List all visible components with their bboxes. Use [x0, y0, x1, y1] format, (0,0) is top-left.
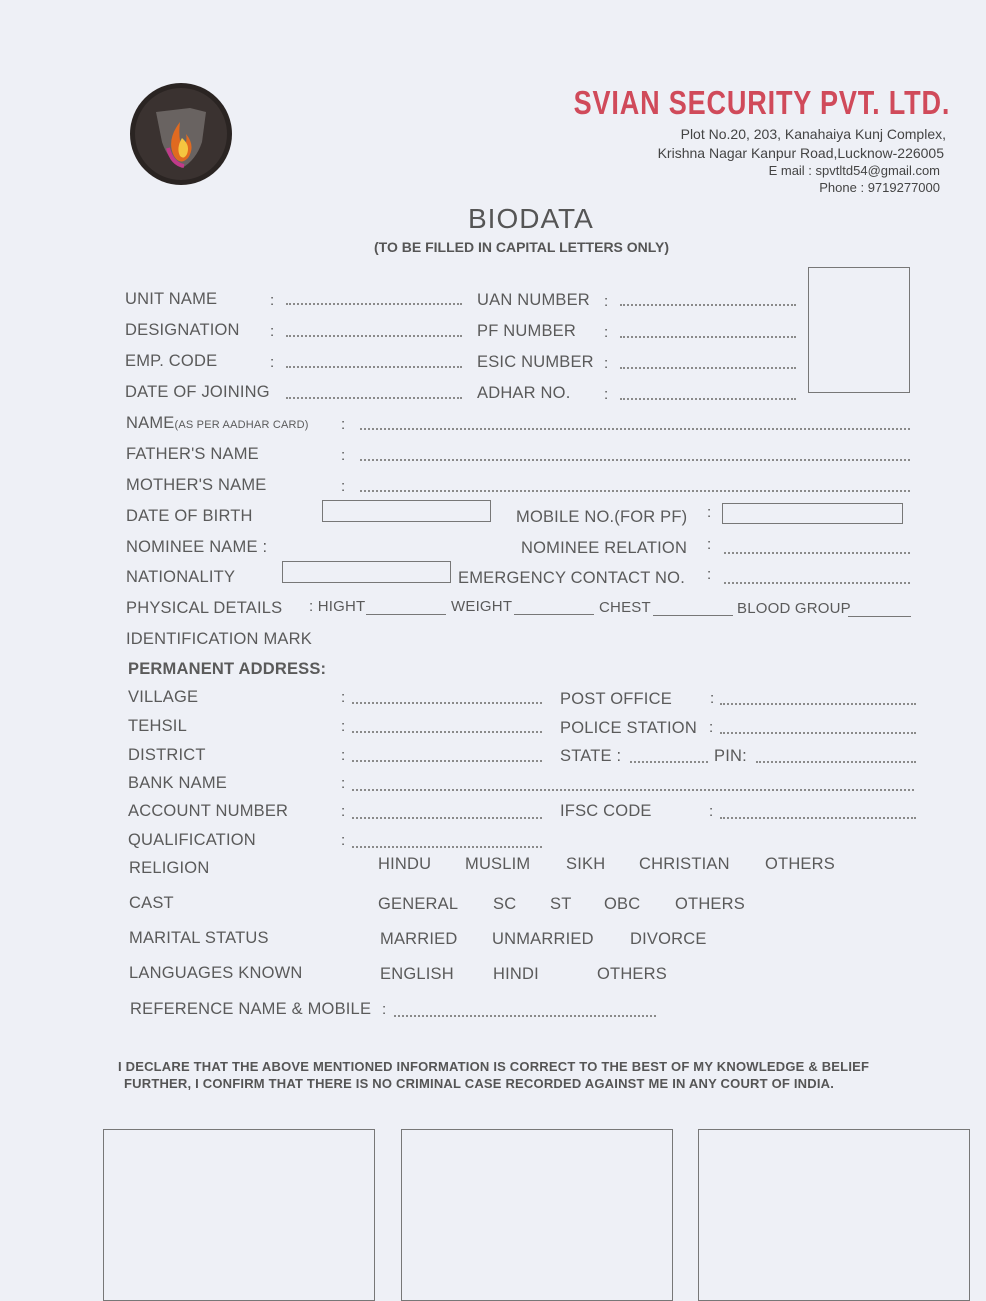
- blood-group-field[interactable]: [848, 616, 911, 617]
- village-label: VILLAGE: [128, 688, 199, 706]
- pf-number-field[interactable]: [620, 336, 796, 338]
- account-number-label: ACCOUNT NUMBER: [128, 802, 289, 820]
- language-option-hindi[interactable]: HINDI: [493, 965, 539, 983]
- post-office-field[interactable]: [720, 703, 916, 705]
- esic-number-field[interactable]: [620, 367, 796, 369]
- uan-number-field[interactable]: [620, 304, 796, 306]
- village-field[interactable]: [352, 702, 542, 704]
- colon: :: [707, 504, 712, 521]
- tehsil-label: TEHSIL: [128, 717, 187, 735]
- religion-label: RELIGION: [129, 859, 210, 877]
- qualification-field[interactable]: [352, 846, 542, 848]
- state-field[interactable]: [630, 761, 708, 763]
- declaration-line-1: I DECLARE THAT THE ABOVE MENTIONED INFORMATION IS CORRECT TO THE BEST OF MY KNOWLEDGE & BELIEF: [118, 1059, 870, 1074]
- emergency-contact-label: EMERGENCY CONTACT NO.: [458, 569, 685, 587]
- marital-option-married[interactable]: MARRIED: [380, 930, 458, 948]
- religion-option-others[interactable]: OTHERS: [765, 855, 835, 873]
- nominee-relation-label: NOMINEE RELATION: [521, 539, 688, 557]
- mobile-no-label: MOBILE NO.(FOR PF): [516, 508, 688, 526]
- cast-option-general[interactable]: GENERAL: [378, 895, 459, 913]
- religion-option-sikh[interactable]: SIKH: [566, 855, 606, 873]
- colon: :: [341, 416, 346, 433]
- colon: :: [604, 386, 609, 403]
- address-line-2: Krishna Nagar Kanpur Road,Lucknow-226005: [657, 145, 944, 161]
- nationality-label: NATIONALITY: [126, 568, 236, 586]
- unit-name-field[interactable]: [286, 303, 462, 305]
- esic-number-label: ESIC NUMBER: [477, 353, 594, 371]
- colon: :: [341, 803, 346, 820]
- chest-label: CHEST: [599, 599, 651, 616]
- colon: :: [341, 478, 346, 495]
- unit-name-label: UNIT NAME: [125, 290, 218, 308]
- pf-number-label: PF NUMBER: [477, 322, 576, 340]
- colon: :: [707, 566, 712, 583]
- weight-field[interactable]: [514, 614, 594, 615]
- religion-option-christian[interactable]: CHRISTIAN: [639, 855, 730, 873]
- company-logo: [128, 82, 234, 186]
- marital-option-unmarried[interactable]: UNMARRIED: [492, 930, 594, 948]
- date-of-birth-label: DATE OF BIRTH: [126, 507, 253, 525]
- permanent-address-heading: PERMANENT ADDRESS:: [128, 660, 327, 678]
- religion-option-muslim[interactable]: MUSLIM: [465, 855, 531, 873]
- qualification-label: QUALIFICATION: [128, 831, 256, 849]
- colon: :: [382, 1001, 387, 1018]
- adhar-no-label: ADHAR NO.: [477, 384, 571, 402]
- declaration-line-2: FURTHER, I CONFIRM THAT THERE IS NO CRIMINAL CASE RECORDED AGAINST ME IN ANY COURT OF INDIA.: [124, 1076, 835, 1091]
- colon: :: [604, 355, 609, 372]
- adhar-no-field[interactable]: [620, 398, 796, 400]
- physical-details-label: PHYSICAL DETAILS: [126, 599, 283, 617]
- weight-label: WEIGHT: [451, 598, 513, 615]
- language-option-others[interactable]: OTHERS: [597, 965, 667, 983]
- cast-label: CAST: [129, 894, 174, 912]
- colon: :: [710, 690, 715, 707]
- email-text: E mail : spvtltd54@gmail.com: [768, 163, 940, 178]
- colon: :: [341, 775, 346, 792]
- nominee-relation-field[interactable]: [724, 552, 910, 554]
- bank-name-label: BANK NAME: [128, 774, 227, 792]
- language-option-english[interactable]: ENGLISH: [380, 965, 454, 983]
- marital-option-divorce[interactable]: DIVORCE: [630, 930, 707, 948]
- form-subtitle: (TO BE FILLED IN CAPITAL LETTERS ONLY): [374, 239, 670, 255]
- date-of-joining-label: DATE OF JOINING: [125, 383, 270, 401]
- mothers-name-field[interactable]: [360, 490, 910, 492]
- colon: :: [341, 718, 346, 735]
- district-label: DISTRICT: [128, 746, 206, 764]
- colon: :: [709, 719, 714, 736]
- fathers-name-field[interactable]: [360, 459, 910, 461]
- bank-name-field[interactable]: [352, 789, 914, 791]
- emergency-contact-field[interactable]: [724, 582, 910, 584]
- name-field[interactable]: [360, 428, 910, 430]
- pin-label: PIN:: [714, 747, 747, 765]
- cast-option-sc[interactable]: SC: [493, 895, 517, 913]
- cast-option-others[interactable]: OTHERS: [675, 895, 745, 913]
- police-station-label: POLICE STATION: [560, 719, 697, 737]
- colon: :: [604, 293, 609, 310]
- mothers-name-label: MOTHER'S NAME: [126, 476, 267, 494]
- colon: :: [604, 324, 609, 341]
- religion-option-hindu[interactable]: HINDU: [378, 855, 432, 873]
- colon: :: [270, 323, 275, 340]
- fathers-name-label: FATHER'S NAME: [126, 445, 259, 463]
- address-line-1: Plot No.20, 203, Kanahaiya Kunj Complex,: [680, 126, 946, 142]
- account-number-field[interactable]: [352, 817, 542, 819]
- nominee-name-label: NOMINEE NAME :: [126, 538, 268, 556]
- signature-box-2[interactable]: [401, 1129, 673, 1301]
- ifsc-code-field[interactable]: [720, 817, 916, 819]
- marital-status-label: MARITAL STATUS: [129, 929, 269, 947]
- colon: :: [270, 292, 275, 309]
- name-label: [126, 414, 309, 433]
- colon: :: [341, 832, 346, 849]
- hight-label: : HIGHT: [309, 598, 366, 615]
- designation-label: DESIGNATION: [125, 321, 240, 339]
- mobile-no-box[interactable]: [722, 503, 903, 524]
- colon: :: [341, 447, 346, 464]
- signature-box-3[interactable]: [698, 1129, 970, 1301]
- reference-label: REFERENCE NAME & MOBILE: [130, 1000, 372, 1018]
- cast-option-obc[interactable]: OBC: [604, 895, 641, 913]
- pin-field[interactable]: [756, 761, 916, 763]
- emp-code-label: EMP. CODE: [125, 352, 218, 370]
- blood-group-label: BLOOD GROUP: [737, 600, 851, 617]
- colon: :: [707, 536, 712, 553]
- designation-field[interactable]: [286, 335, 462, 337]
- date-of-joining-field[interactable]: [286, 397, 462, 399]
- uan-number-label: UAN NUMBER: [477, 291, 590, 309]
- form-title: BIODATA: [468, 203, 594, 234]
- identification-mark-label: IDENTIFICATION MARK: [126, 630, 312, 648]
- chest-field[interactable]: [653, 615, 733, 616]
- colon: :: [341, 747, 346, 764]
- date-of-birth-box[interactable]: [322, 500, 491, 522]
- police-station-field[interactable]: [720, 732, 916, 734]
- phone-text: Phone : 9719277000: [819, 180, 940, 195]
- emp-code-field[interactable]: [286, 366, 462, 368]
- colon: :: [270, 354, 275, 371]
- hight-field[interactable]: [366, 614, 446, 615]
- cast-option-st[interactable]: ST: [550, 895, 572, 913]
- nationality-box[interactable]: [282, 561, 451, 583]
- colon: :: [709, 803, 714, 820]
- photo-box[interactable]: [808, 267, 910, 393]
- post-office-label: POST OFFICE: [560, 690, 672, 708]
- district-field[interactable]: [352, 760, 542, 762]
- company-name: SVIAN SECURITY PVT. LTD.: [573, 84, 950, 121]
- tehsil-field[interactable]: [352, 731, 542, 733]
- name-label-text: NAME: [126, 414, 175, 432]
- languages-known-label: LANGUAGES KNOWN: [129, 964, 303, 982]
- signature-box-1[interactable]: [103, 1129, 375, 1301]
- colon: :: [341, 689, 346, 706]
- ifsc-code-label: IFSC CODE: [560, 802, 652, 820]
- name-note: (AS PER AADHAR CARD): [174, 419, 309, 431]
- reference-field[interactable]: [394, 1015, 656, 1017]
- state-label: STATE :: [560, 747, 622, 765]
